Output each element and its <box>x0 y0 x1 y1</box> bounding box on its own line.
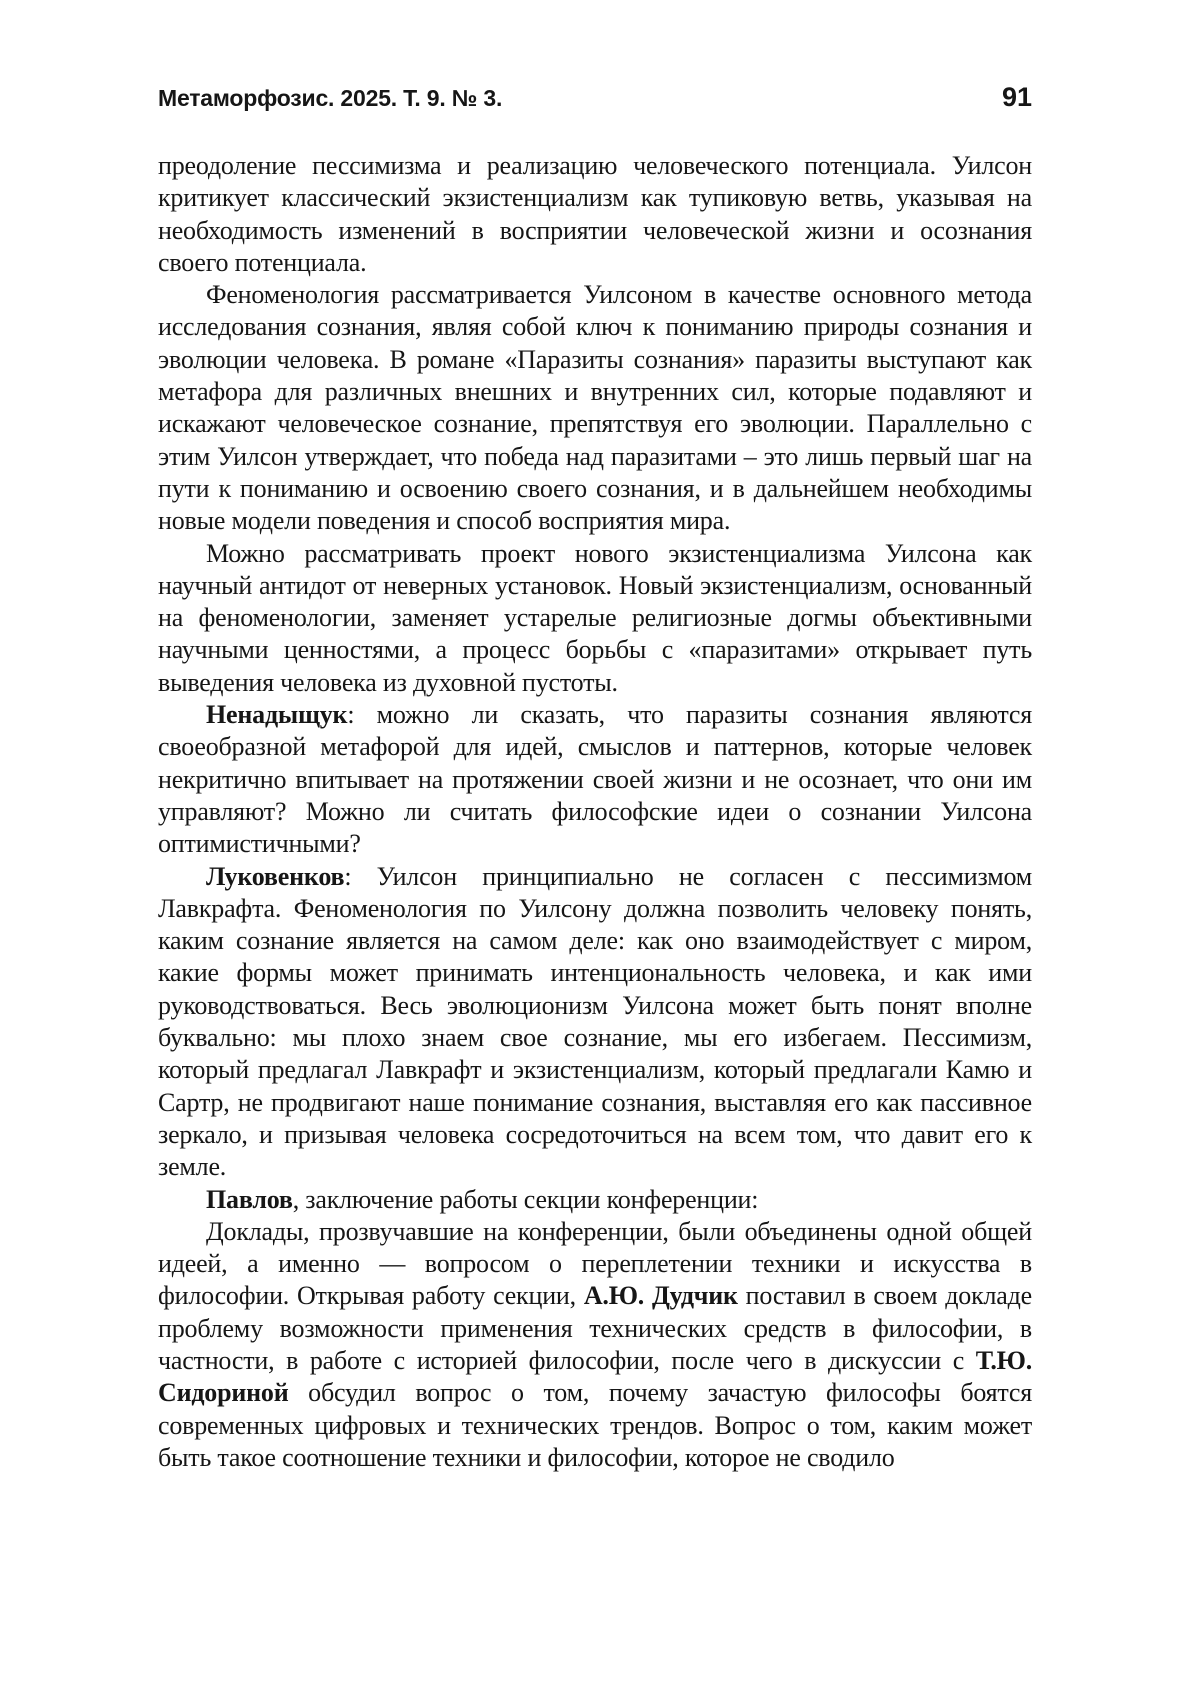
page-header <box>158 82 1032 113</box>
paragraph-text: обсудил вопрос о том, почему зачастую философы боятся современных цифровых и технических трендов. Вопрос о том, каким может быть такое соотношение техники и философии, которое не сводило <box>158 1378 1032 1472</box>
speaker-name: А.Ю. Дудчик <box>583 1281 738 1311</box>
journal-title: Метаморфозис. 2025. Т. 9. № 3. <box>158 85 503 111</box>
speaker-name: Павлов <box>206 1184 293 1214</box>
article-body <box>158 150 1032 1474</box>
paragraph <box>158 538 1032 699</box>
speaker-name: Ненадыщук <box>206 700 348 730</box>
paragraph-text: , заключение работы секции конференции: <box>292 1184 759 1214</box>
paragraph-text: преодоление пессимизма и реализацию человеческого потенциала. Уилсон критикует классический экзистенциализм как тупиковую ветвь, указывая на необходимость изменений в восприятии человеческой жизни и осознания своего потенциала. <box>158 151 1032 277</box>
paragraph-text: Доклады, прозвучавшие на конференции, были объединены одной общей идеей, а именно — вопросом о переплетении техники и искусства в философии. Открывая работу секции, <box>158 1216 1032 1311</box>
paragraph-text: Феноменология рассматривается Уилсоном в качестве основного метода исследования сознания, являя собой ключ к пониманию природы сознания и эволюции человека. В романе «Паразиты сознания» паразиты выступают как метафора для различных внешних и внутренних сил, которые подавляют и искажают человеческое сознание, препятствуя его эволюции. Параллельно с этим Уилсон утверждает, что победа над паразитами – это лишь первый шаг на пути к пониманию и освоению своего сознания, и в дальнейшем необходимы новые модели поведения и способ восприятия мира. <box>158 280 1032 536</box>
speaker-name: Луковенков <box>206 861 345 891</box>
paragraph <box>158 699 1032 860</box>
paragraph-text: : можно ли сказать, что паразиты сознания являются своеобразной метафорой для идей, смыслов и паттернов, которые человек некритично впитывает на протяжении своей жизни и не осознает, что они им управляют? Можно ли считать философские идеи о сознании Уилсона оптимистичными? <box>158 700 1032 859</box>
paragraph-text: : Уилсон принципиально не согласен с пессимизмом Лавкрафта. Феноменология по Уилсону должна позволить человеку понять, каким сознание является на самом деле: как оно взаимодействует с миром, какие формы может принимать интенциональность человека, и как ими руководствоваться. Весь эволюционизм Уилсона может быть понят вполне буквально: мы плохо знаем свое сознание, мы его избегаем. Пессимизм, который предлагал Лавкрафт и экзистенциализм, который предлагали Камю и Сартр, не продвигают наше понимание сознания, выставляя его как пассивное зеркало, и призывая человека сосредоточиться на всем том, что давит его к земле. <box>158 861 1032 1182</box>
paragraph <box>158 150 1032 279</box>
paragraph <box>158 861 1032 1184</box>
paragraph-text: Можно рассматривать проект нового экзистенциализма Уилсона как научный антидот от неверных установок. Новый экзистенциализм, основанный на феноменологии, заменяет устарелые религиозные догмы объективными научными ценностями, а процесс борьбы с «паразитами» открывает путь выведения человека из духовной пустоты. <box>158 538 1032 697</box>
paragraph <box>158 279 1032 537</box>
paragraph <box>158 1184 1032 1216</box>
paragraph <box>158 1216 1032 1474</box>
paragraph-text: поставил в своем докладе проблему возможности применения технических средств в философии, в частности, в работе с историей философии, после чего в дискуссии с <box>158 1281 1032 1375</box>
speaker-name: Т.Ю. Сидориной <box>158 1345 1032 1408</box>
page-number: 91 <box>1001 82 1032 112</box>
